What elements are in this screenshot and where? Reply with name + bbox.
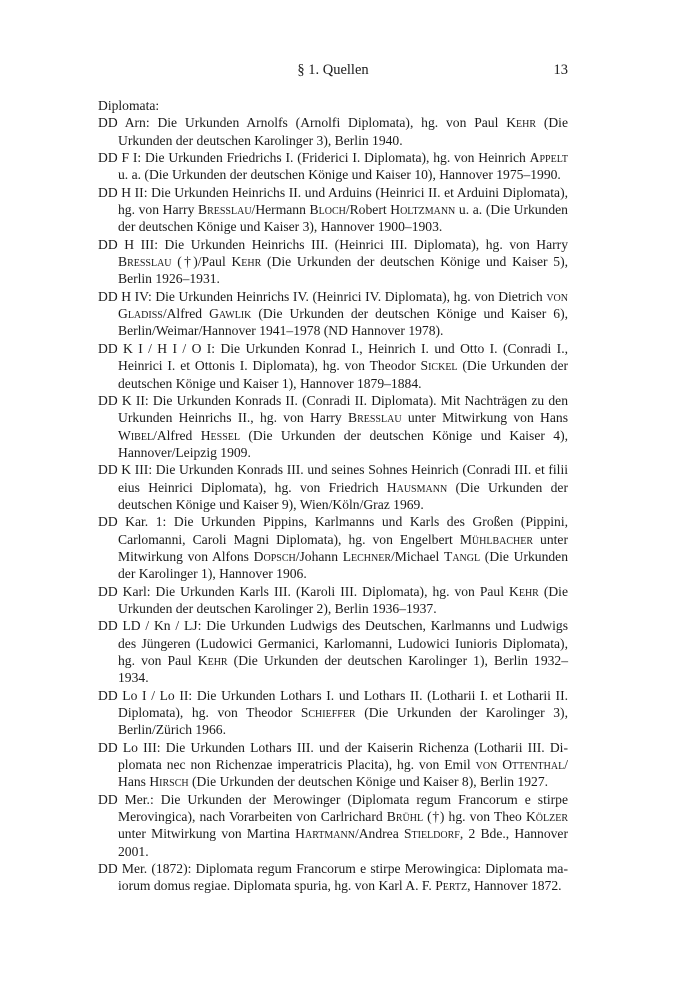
entry-text: DD Karl: Die Urkunden Karls III. (Karoli III. Diplomata), hg. von Paul (98, 583, 510, 599)
entry-text: DD Lo I / Lo II: Die Urkunden Lothars I. und Lothars II. (Lotharii I. et Lotharii II. Diplomata), hg. von Theodor (98, 687, 568, 721)
entry-text: (Die Urkunden der deutschen Könige und Kaiser 8), Berlin 1927. (188, 774, 549, 790)
bibliography-entry (98, 791, 568, 860)
author-name: Hartmann (295, 826, 355, 842)
author-name: Hausmann (386, 479, 448, 495)
bibliography-entry (98, 114, 568, 149)
author-name: Pertz (435, 878, 468, 894)
document-page (98, 62, 568, 895)
author-name: Lechner (342, 548, 392, 564)
author-name: Hessel (200, 427, 240, 443)
bibliography-entry (98, 687, 568, 739)
entry-text: /Hermann (251, 202, 310, 218)
author-name: Wibel (118, 427, 154, 443)
entry-text: unter Mitwirkung von Martina (118, 826, 296, 842)
author-name: Kehr (197, 653, 228, 668)
bibliography-entry (98, 288, 568, 340)
entry-text: DD F I: Die Urkunden Friedrichs I. (Friderici I. Diplomata), hg. von Heinrich (98, 150, 530, 166)
entry-text: /Johann (295, 548, 343, 564)
author-name: Holtzmann (390, 202, 456, 218)
entry-text: DD H II: Die Urkunden Heinrichs II. und Arduins (Heinrici II. et Arduini Diplomata), hg. von Harry (98, 184, 568, 218)
bibliography-entry (98, 583, 568, 618)
bibliography-entry (98, 149, 568, 184)
section-title: § 1. Quellen (297, 62, 369, 78)
entry-text: (Die Urkunden der deutschen Könige und Kaiser 9), Wien/Köln/Graz 1969. (118, 479, 568, 512)
entry-text: DD Lo III: Die Urkunden Lothars III. und der Kaiserin Richenza (Lotharii III. Diplomata nec non Richenzae imperatricis Placita), hg. von Emil (98, 739, 568, 773)
entry-text: (Die Urkunden der Karolinger 3), Berlin/Zürich 1966. (118, 705, 568, 738)
entry-text: (Die Urkunden der deutschen Könige und Kaiser 6), Berlin/Weimar/Hannover 1941–1978 (ND Hannover 1978). (118, 306, 568, 339)
author-name: Bloch (309, 202, 346, 218)
bibliography-entry (98, 617, 568, 686)
entry-text: (Die Urkunden der deutschen Könige und Kaiser 4), Hannover/Leipzig 1909. (118, 427, 568, 460)
entry-text: DD K II: Die Urkunden Konrads II. (Conradi II. Diplomata). Mit Nachträgen zu den Urkunden Heinrichs II., hg. von Harry (98, 392, 568, 426)
bibliography-list (98, 114, 568, 894)
entry-text: /Robert (345, 202, 391, 218)
bibliography-entry (98, 392, 568, 461)
entry-text: /Michael (391, 548, 445, 564)
bibliography-entry (98, 739, 568, 791)
entry-text: u. a. (Die Urkunden der deutschen Könige und Kaiser 3), Hannover 1900–1903. (118, 202, 568, 235)
bibliography-entry (98, 860, 568, 895)
entry-text: , 2 Bde., Hannover 2001. (118, 826, 568, 859)
author-name: von Ottenthal (475, 757, 565, 773)
entry-text: DD Kar. 1: Die Urkunden Pippins, Karlmanns und Karls des Großen (Pippini, Carlomanni, Caroli Magni Diplomata), hg. von Engelbert (98, 514, 568, 547)
entry-text: DD LD / Kn / LJ: Die Urkunden Ludwigs des Deutschen, Karlmanns und Ludwigs des Jüngeren (Ludowici Germanici, Karlomanni, Ludowici Iunioris Diplomata), hg. von Paul (98, 618, 568, 668)
entry-text: (†) hg. von Theo (423, 809, 526, 825)
entry-text: (Die Urkunden der Karolinger 1), Hannover 1906. (118, 548, 568, 582)
author-name: Kehr (506, 115, 537, 131)
author-name: Bresslau (348, 410, 402, 426)
author-name: Bresslau (118, 254, 172, 270)
author-name: Dopsch (253, 548, 296, 564)
running-header (98, 62, 568, 82)
author-name: Stieldorf (403, 826, 460, 842)
author-name: Appelt (529, 150, 568, 166)
entry-text: (Die Urkunden der deutschen Karolinger 2), Berlin 1936–1937. (118, 583, 568, 616)
entry-text: DD K I / H I / O I: Die Urkunden Konrad I., Heinrich I. und Otto I. (Conradi I., Heinrici I. et Ottonis I. Diplomata), hg. von Theodor (98, 340, 568, 374)
author-name: Kölzer (525, 809, 568, 825)
bibliography-entry (98, 340, 568, 392)
entry-text: DD H IV: Die Urkunden Heinrichs IV. (Heinrici IV. Diplomata), hg. von Dietrich (98, 288, 547, 304)
entry-text: DD H III: Die Urkunden Heinrichs III. (Heinrici III. Diplomata), hg. von Harry (98, 236, 568, 252)
author-name: Schieffer (300, 705, 356, 721)
entry-text: /Andrea (354, 826, 404, 842)
author-name: Kehr (509, 583, 539, 599)
author-name: Mühlbacher (459, 531, 534, 547)
entry-text: (Die Urkunden der deutschen Könige und Kaiser 1), Hannover 1879–1884. (118, 358, 569, 391)
author-name: von Gladiss (118, 288, 568, 322)
author-name: Gawlik (209, 306, 252, 322)
entry-text: unter Mitwirkung von Alfons (118, 531, 568, 564)
entry-text: , Hannover 1872. (467, 878, 562, 894)
entry-text: DD Mer.: Die Urkunden der Merowinger (Diplomata regum Francorum e stirpe Merovingica), nach Vorarbeiten von Carlrichard (98, 791, 568, 825)
entry-text: /Alfred (153, 427, 201, 443)
entry-text: unter Mitwirkung von Hans (401, 410, 568, 426)
entry-text: DD K III: Die Urkunden Konrads III. und seines Sohnes Heinrich (Conradi III. et filii eius Heinrici Diplomata), hg. von Friedrich (98, 462, 568, 495)
author-name: Hirsch (149, 774, 189, 790)
bibliography-entry (98, 513, 568, 582)
entry-text: (Die Urkunden der deutschen Karolinger 3), Berlin 1940. (118, 115, 568, 148)
bibliography-section (98, 97, 568, 895)
bibliography-entry (98, 184, 568, 236)
author-name: Kehr (231, 254, 262, 270)
author-name: Bresslau (198, 202, 252, 218)
entry-text: DD Mer. (1872): Diplomata regum Francorum e stirpe Merowingica: Diplomata maiorum domus regiae. Diplomata spuria, hg. von Karl A. F. (98, 861, 568, 894)
author-name: Brühl (386, 809, 424, 825)
entry-text: DD Arn: Die Urkunden Arnolfs (Arnolfi Diplomata), hg. von Paul (98, 115, 507, 131)
entry-text: u. a. (Die Urkunden der deutschen Könige und Kaiser 10), Hannover 1975–1990. (118, 167, 561, 183)
author-name: Tangl (444, 548, 481, 564)
bibliography-entry (98, 236, 568, 288)
entry-text: (Die Urkunden der deutschen Karolinger 1), Berlin 1932–1934. (118, 653, 569, 686)
entry-text: /Alfred (162, 306, 210, 322)
entry-text: (†)/Paul (171, 254, 232, 270)
entry-text: (Die Urkunden der deutschen Könige und Kaiser 5), Berlin 1926–1931. (118, 254, 568, 287)
author-name: Sickel (420, 358, 458, 374)
bibliography-entry (98, 461, 568, 513)
section-heading: Diplomata: (98, 98, 160, 113)
entry-text: / Hans (118, 757, 569, 790)
page-number: 13 (553, 62, 568, 78)
